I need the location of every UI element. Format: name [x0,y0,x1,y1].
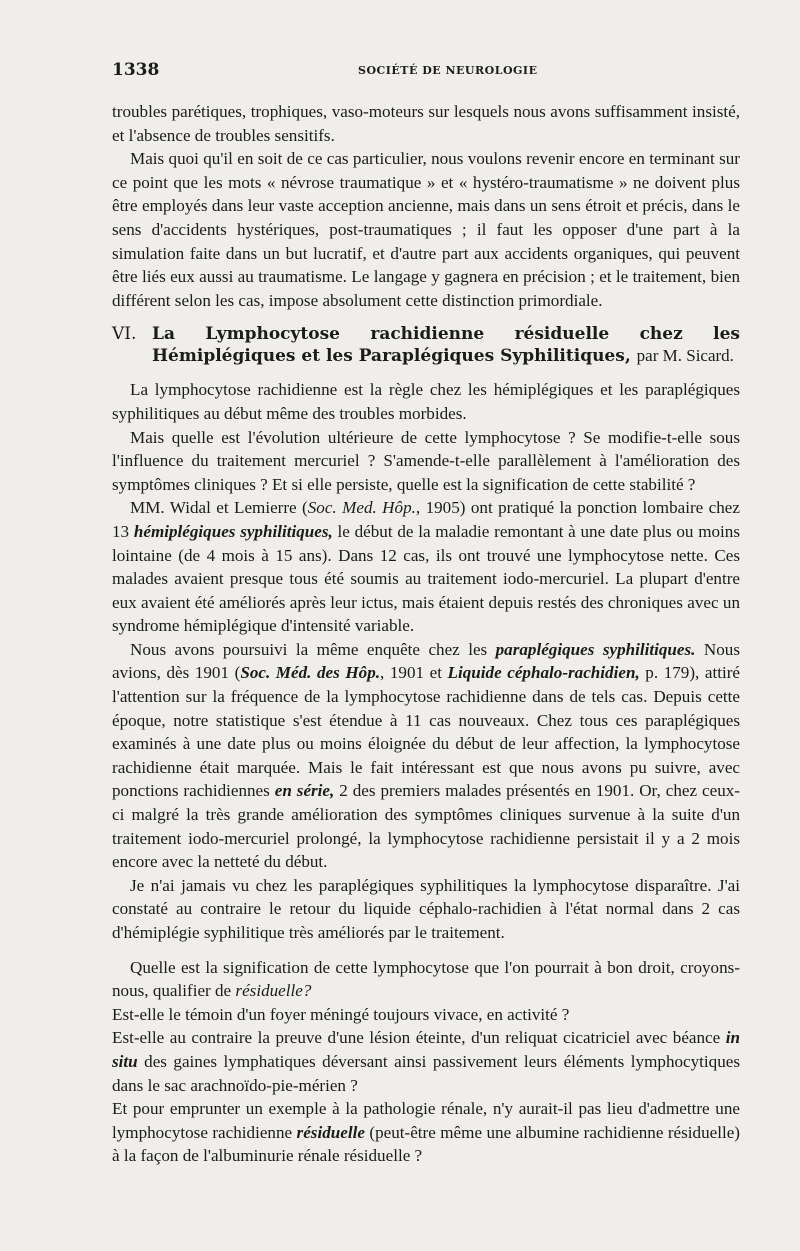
paragraph-questions: Mais quelle est l'évolution ultérieure de cette lymphocytose ? Se modifie-t-elle sous l'influence du traitement mercuriel ? S'amende-t-elle parallèlement à l'amélioration des symptômes cliniques ? Et si elle persiste, quelle est la signification de cette stabilité ? [112,427,740,494]
emphasis: en série, [274,781,335,801]
page-number: 1338 [112,60,160,80]
paragraph-enquete: Nous avons poursuivi la même enquête chez les paraplégiques syphilitiques. Nous avions, dès 1901 (Soc. Méd. des Hôp., 1901 et Liquide céphalo-rachidien, p. 179), attiré l'attention sur la fréquence de la lymphocytose rachidienne dans de tels cas. Depuis cette époque, notre statistique s'est étendue à 11 cas nouveaux. Chez tous ces paraplégiques examinés à une date plus ou moins éloignée du début de leur affection, la lymphocytose rachidienne était marquée. Mais le fait intéressant est que nous avons pu suivre, avec ponctions rachidiennes en série, 2 des premiers malades présentés en 1901. Or, chez ceux-ci malgré la très grande amélioration des symptômes cliniques survenue à la suite d'un traitement iodo-mercuriel prolongé, la lymphocytose rachidienne persistait il y a 2 mois encore avec la netteté du début. [112,639,741,872]
citation: Soc. Med. Hôp. [307,498,416,518]
paragraph-observation: Je n'ai jamais vu chez les paraplégiques syphilitiques la lymphocytose disparaître. J'ai constaté au contraire le retour du liquide céphalo-rachidien à l'état normal dans 2 cas d'hémiplégie syphilitique très améliorés par le traitement. [112,875,740,942]
running-title: SOCIÉTÉ DE NEUROLOGIE [358,64,538,77]
paragraph-question-3: Et pour emprunter un exemple à la pathologie rénale, n'y aurait-il pas lieu d'admettre une lymphocytose rachidienne résiduelle (peut-être même une albumine rachidienne résiduelle) à la façon de l'albuminurie rénale résiduelle ? [112,1099,740,1166]
emphasis: résiduelle [296,1122,365,1142]
emphasis: résiduelle? [235,981,312,1001]
paragraph-intro: La lymphocytose rachidienne est la règle chez les hémiplégiques et les paraplégiques syphilitiques au début même des troubles morbides. [112,380,740,423]
page-body [112,100,740,1168]
section-number: VI. [112,324,137,345]
emphasis: paraplégiques syphilitiques. [495,639,696,659]
paragraph-widal: MM. Widal et Lemierre (Soc. Med. Hôp., 1905) ont pratiqué la ponction lombaire chez 13 hémiplégiques syphilitiques, le début de la maladie remontant à une date plus ou moins lointaine (de 4 mois à 15 ans). Dans 12 cas, ils ont trouvé une lymphocytose nette. Ces malades avaient presque tous été soumis au traitement iodo-mercuriel. La plupart d'entre eux avaient été améliorés après leur ictus, mais étaient depuis restés des chroniques avec un syndrome hémiplégique d'intensité variable. [112,498,740,636]
section-heading [112,323,740,367]
paragraph-continuation: troubles parétiques, trophiques, vaso-moteurs sur lesquels nous avons suffisamment insisté, et l'absence de troubles sensitifs. [112,102,740,145]
section-title: La Lymphocytose rachidienne résiduelle chez les Hémiplégiques et les Paraplégiques Syphilitiques, [152,324,740,367]
citation: Liquide céphalo-rachidien, [447,663,640,683]
paragraph-question-1: Est-elle le témoin d'un foyer méningé toujours vivace, en activité ? [112,1004,570,1024]
citation: Soc. Méd. des Hôp. [240,663,381,683]
page-header [112,60,740,84]
paragraph-conclusion: Mais quoi qu'il en soit de ce cas particulier, nous voulons revenir encore en terminant sur ce point que les mots « névrose traumatique » et « hystéro-traumatisme » ne doivent plus être employés dans leur vaste acception ancienne, mais dans un sens étroit et précis, dans le sens d'accidents hystériques, post-traumatiques ; il faut les opposer d'une part à la simulation faite dans un but lucratif, et d'autre part aux accidents organiques, qui peuvent être liés eux aussi au traumatisme. Le langage y gagnera en précision ; et le traitement, bien différent selon les cas, impose absolument cette distinction primordiale. [112,149,740,310]
paragraph-question-2: Est-elle au contraire la preuve d'une lésion éteinte, d'un reliquat cicatriciel avec béance in situ des gaines lymphatiques déversant ainsi passivement leurs éléments lymphocytiques dans le sac arachnoïdo-pie-mérien ? [112,1028,740,1095]
emphasis: in situ [112,1028,740,1071]
paragraph-signification: Quelle est la signification de cette lymphocytose que l'on pourrait à bon droit, croyons-nous, qualifier de résiduelle? [112,957,740,1001]
section-author: par M. Sicard. [636,346,734,366]
emphasis: hémiplégiques syphilitiques, [133,521,333,541]
